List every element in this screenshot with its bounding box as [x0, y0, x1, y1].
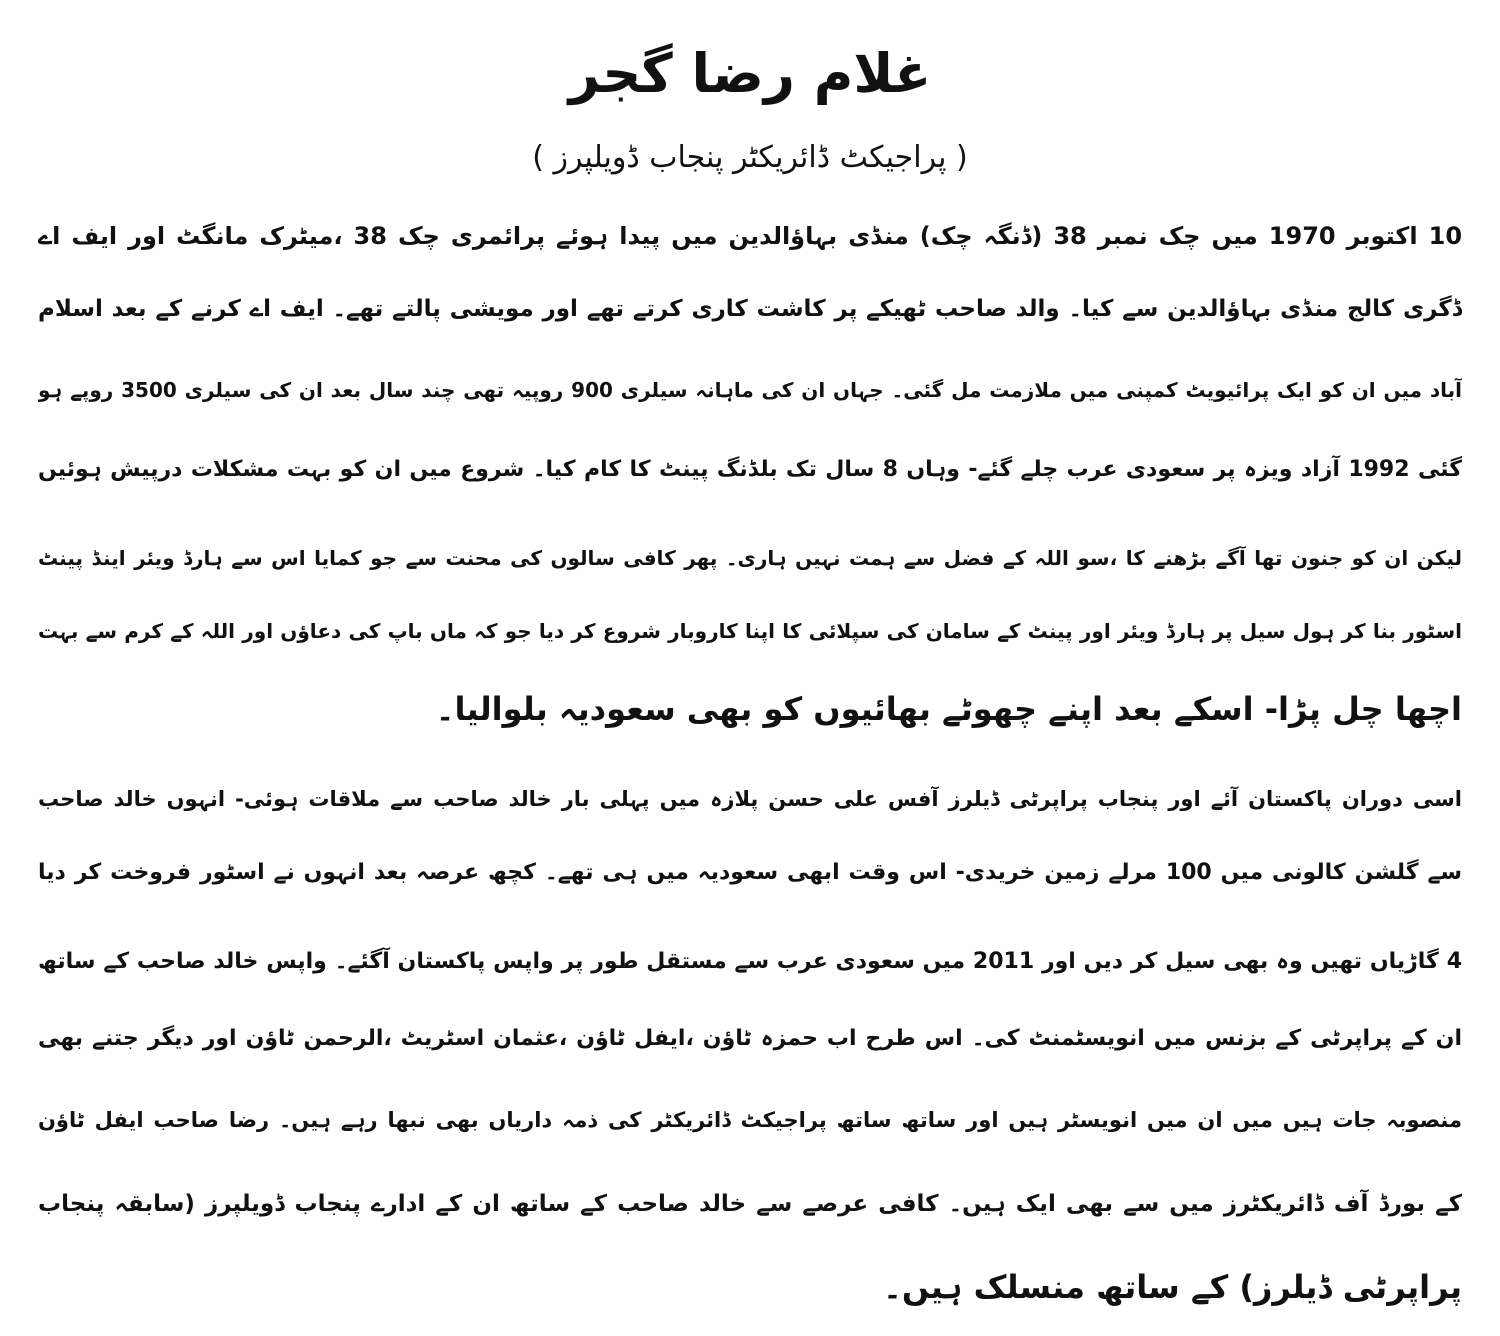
paragraph-line: آباد میں ان کو ایک پرائیویٹ کمپنی میں ملازمت مل گئی۔ جہاں ان کی ماہانہ سیلری 900 روپیہ تھی چند سال بعد ان کی سیلری 3500 روپے ہو	[38, 378, 1462, 402]
paragraph-line: اچھا چل پڑا- اسکے بعد اپنے چھوٹے بھائیوں کو بھی سعودیہ بلوالیا۔	[435, 690, 1462, 728]
paragraph-line: ڈگری کالج منڈی بہاؤالدین سے کیا۔ والد صاحب ٹھیکے پر کاشت کاری کرتے تھے اور مویشی پالتے تھے۔ ایف اے کرنے کے بعد اسلام	[38, 296, 1462, 322]
paragraph-line: گئی 1992 آزاد ویزہ پر سعودی عرب چلے گئے- وہاں 8 سال تک بلڈنگ پینٹ کا کام کیا۔ شروع میں ان کو بہت مشکلات درپیش ہوئیں	[38, 457, 1462, 482]
paragraph-line: ان کے پراپرٹی کے بزنس میں انویسٹمنٹ کی۔ اس طرح اب حمزہ ٹاؤن ،ایفل ٹاؤن ،عثمان اسٹریٹ ،الرحمن ٹاؤن اور دیگر جتنے بھی	[38, 1026, 1462, 1051]
paragraph-line: پراپرٹی ڈیلرز) کے ساتھ منسلک ہیں۔	[883, 1268, 1462, 1306]
paragraph-line: کے بورڈ آف ڈائریکٹرز میں سے بھی ایک ہیں۔ کافی عرصے سے خالد صاحب کے ساتھ ان کے ادارے پنجاب ڈویلپرز (سابقہ پنجاب	[38, 1191, 1462, 1217]
paragraph-line: لیکن ان کو جنون تھا آگے بڑھنے کا ،سو اللہ کے فضل سے ہمت نہیں ہاری۔ پھر کافی سالوں کی محنت سے جو کمایا اس سے ہارڈ ویئر اینڈ پینٹ	[38, 546, 1462, 570]
paragraph-line: سے گلشن کالونی میں 100 مرلے زمین خریدی- اس وقت ابھی سعودیہ میں ہی تھے۔ کچھ عرصہ بعد انہوں نے اسٹور فروخت کر دیا	[38, 860, 1462, 885]
paragraph-line: منصوبہ جات ہیں میں ان میں انویسٹر ہیں اور ساتھ ساتھ پراجیکٹ ڈائریکٹر کی ذمہ داریاں بھی نبھا رہے ہیں۔ رضا صاحب ایفل ٹاؤن	[38, 1108, 1462, 1132]
paragraph-line: 4 گاڑیاں تھیں وہ بھی سیل کر دیں اور 2011 میں سعودی عرب سے مستقل طور پر واپس پاکستان آگئے۔ واپس خالد صاحب کے ساتھ	[38, 949, 1462, 974]
paragraph-line: 10 اکتوبر 1970 میں چک نمبر 38 (ڈنگہ چک) منڈی بہاؤالدین میں پیدا ہوئے پرائمری چک 38 ،میٹرک مانگٹ اور ایف اے	[38, 222, 1462, 250]
page-subtitle: ( پراجیکٹ ڈائریکٹر پنجاب ڈویلپرز )	[532, 140, 968, 175]
paragraph-line: اسٹور بنا کر ہول سیل پر ہارڈ ویئر اور پینٹ کے سامان کی سپلائی کا اپنا کاروبار شروع کر دیا جو کہ ماں باپ کی دعاؤں اور اللہ کے کرم سے بہت	[38, 619, 1462, 643]
page-title: غلام رضا گجر	[568, 42, 932, 105]
paragraph-line: اسی دوران پاکستان آئے اور پنجاب پراپرٹی ڈیلرز آفس علی حسن پلازہ میں پہلی بار خالد صاحب سے ملاقات ہوئی- انہوں خالد صاحب	[38, 787, 1462, 811]
